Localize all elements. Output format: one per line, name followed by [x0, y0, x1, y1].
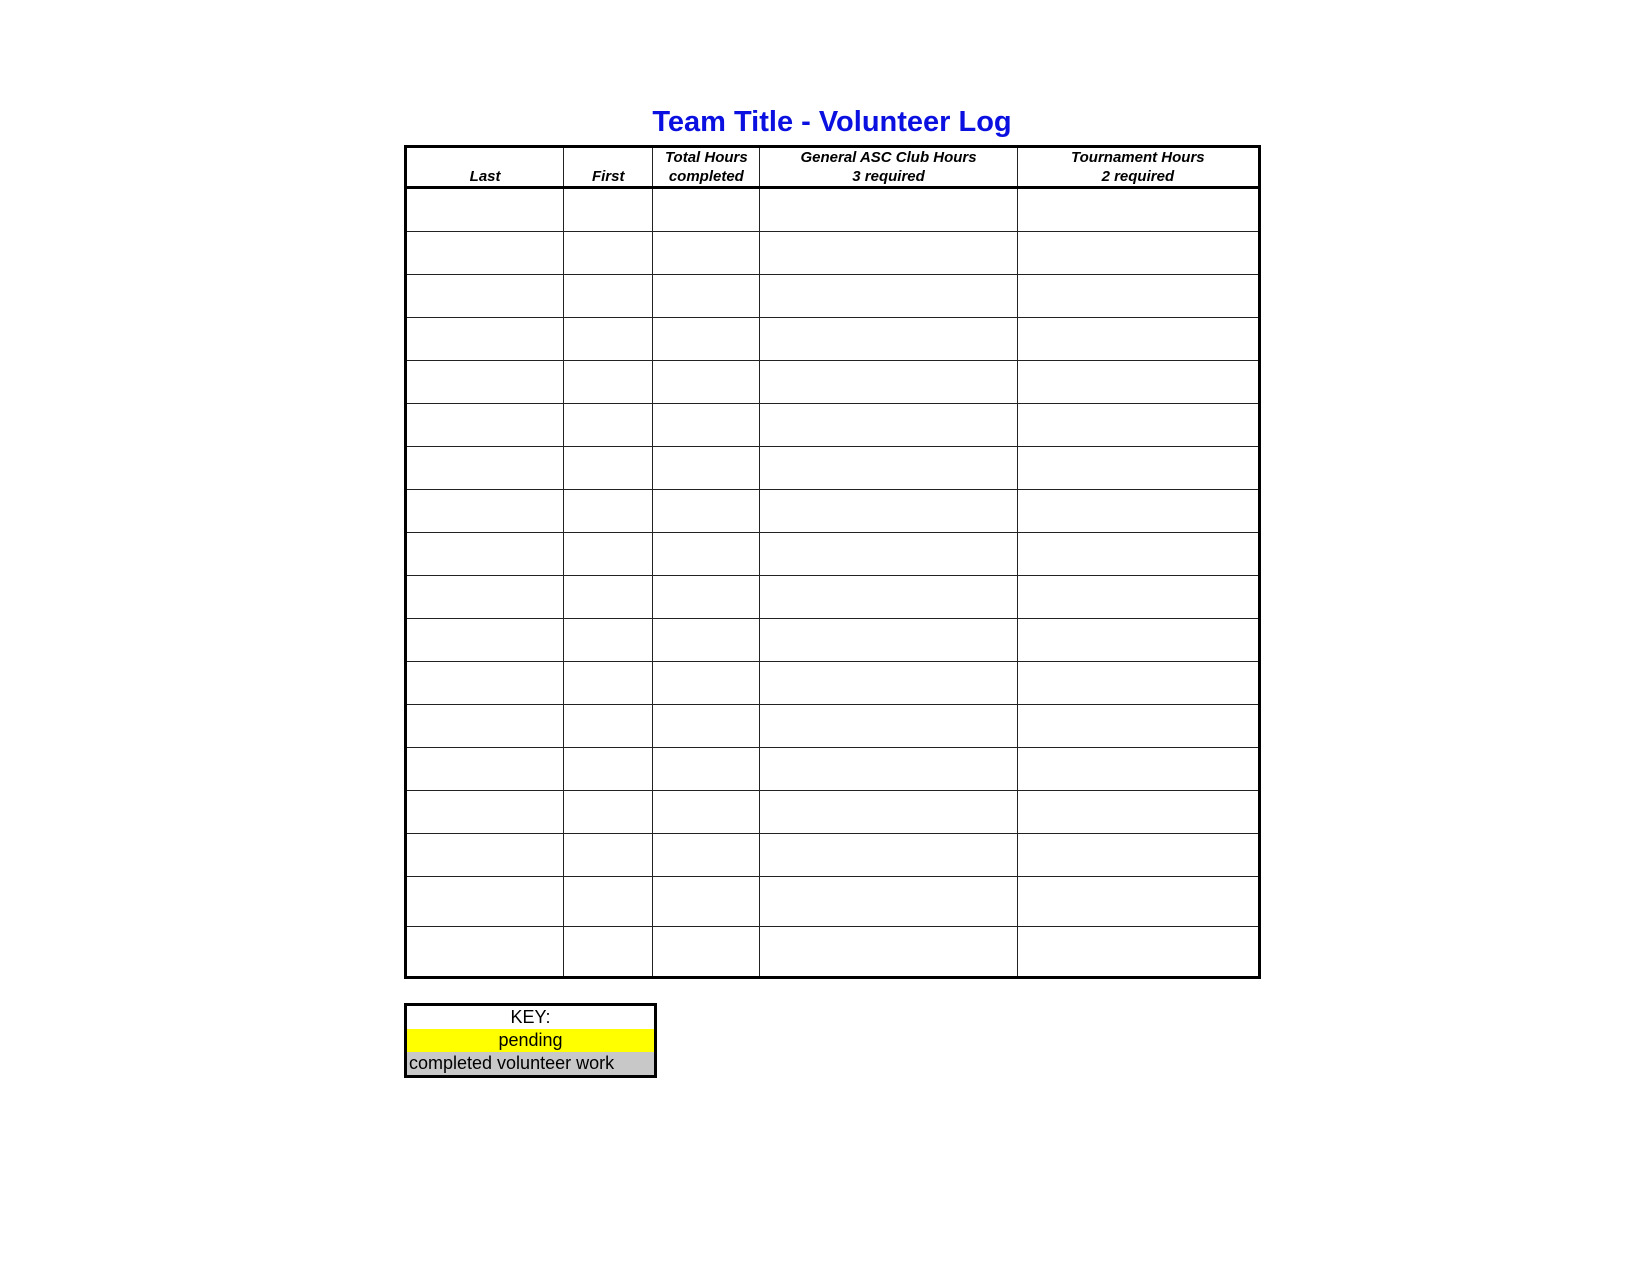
cell-first[interactable] [564, 877, 653, 927]
cell-last[interactable] [406, 748, 564, 791]
key-item-completed: completed volunteer work [407, 1052, 654, 1075]
cell-tournament-hours[interactable] [1017, 188, 1259, 232]
cell-total-hours[interactable] [653, 576, 760, 619]
cell-general-club-hours[interactable] [760, 533, 1017, 576]
key-item-pending: pending [407, 1029, 654, 1052]
cell-first[interactable] [564, 748, 653, 791]
cell-tournament-hours[interactable] [1017, 576, 1259, 619]
cell-tournament-hours[interactable] [1017, 791, 1259, 834]
table-row [406, 877, 1260, 927]
cell-total-hours[interactable] [653, 619, 760, 662]
cell-first[interactable] [564, 662, 653, 705]
cell-general-club-hours[interactable] [760, 705, 1017, 748]
cell-general-club-hours[interactable] [760, 447, 1017, 490]
cell-last[interactable] [406, 232, 564, 275]
cell-first[interactable] [564, 705, 653, 748]
table-body [406, 188, 1260, 978]
cell-tournament-hours[interactable] [1017, 533, 1259, 576]
cell-tournament-hours[interactable] [1017, 834, 1259, 877]
cell-tournament-hours[interactable] [1017, 404, 1259, 447]
cell-general-club-hours[interactable] [760, 619, 1017, 662]
page-title: Team Title - Volunteer Log [652, 106, 1012, 138]
table-row [406, 275, 1260, 318]
cell-last[interactable] [406, 877, 564, 927]
cell-general-club-hours[interactable] [760, 748, 1017, 791]
cell-total-hours[interactable] [653, 318, 760, 361]
cell-tournament-hours[interactable] [1017, 275, 1259, 318]
cell-general-club-hours[interactable] [760, 361, 1017, 404]
table-row [406, 404, 1260, 447]
cell-general-club-hours[interactable] [760, 877, 1017, 927]
cell-total-hours[interactable] [653, 404, 760, 447]
cell-total-hours[interactable] [653, 791, 760, 834]
cell-first[interactable] [564, 791, 653, 834]
cell-total-hours[interactable] [653, 188, 760, 232]
cell-total-hours[interactable] [653, 275, 760, 318]
cell-first[interactable] [564, 576, 653, 619]
cell-last[interactable] [406, 576, 564, 619]
cell-general-club-hours[interactable] [760, 927, 1017, 978]
cell-tournament-hours[interactable] [1017, 490, 1259, 533]
column-header-last: Last [406, 147, 564, 188]
cell-first[interactable] [564, 361, 653, 404]
cell-first[interactable] [564, 533, 653, 576]
cell-first[interactable] [564, 318, 653, 361]
cell-total-hours[interactable] [653, 877, 760, 927]
cell-tournament-hours[interactable] [1017, 927, 1259, 978]
cell-total-hours[interactable] [653, 232, 760, 275]
cell-total-hours[interactable] [653, 662, 760, 705]
cell-general-club-hours[interactable] [760, 834, 1017, 877]
cell-total-hours[interactable] [653, 447, 760, 490]
cell-last[interactable] [406, 533, 564, 576]
table-row [406, 232, 1260, 275]
table-row [406, 447, 1260, 490]
table-row [406, 791, 1260, 834]
column-header-general-club-hours: General ASC Club Hours 3 required [760, 147, 1017, 188]
cell-general-club-hours[interactable] [760, 791, 1017, 834]
cell-general-club-hours[interactable] [760, 662, 1017, 705]
column-header-tournament-hours: Tournament Hours 2 required [1017, 147, 1259, 188]
key-title: KEY: [407, 1006, 654, 1029]
cell-total-hours[interactable] [653, 834, 760, 877]
cell-last[interactable] [406, 619, 564, 662]
cell-general-club-hours[interactable] [760, 490, 1017, 533]
cell-tournament-hours[interactable] [1017, 662, 1259, 705]
legend-key [404, 1003, 657, 1078]
cell-last[interactable] [406, 188, 564, 232]
cell-total-hours[interactable] [653, 490, 760, 533]
cell-first[interactable] [564, 490, 653, 533]
table-row [406, 619, 1260, 662]
cell-general-club-hours[interactable] [760, 188, 1017, 232]
cell-tournament-hours[interactable] [1017, 447, 1259, 490]
cell-first[interactable] [564, 188, 653, 232]
cell-tournament-hours[interactable] [1017, 705, 1259, 748]
cell-tournament-hours[interactable] [1017, 748, 1259, 791]
cell-total-hours[interactable] [653, 705, 760, 748]
volunteer-log-table [404, 145, 1261, 979]
cell-last[interactable] [406, 791, 564, 834]
table-row [406, 533, 1260, 576]
cell-first[interactable] [564, 232, 653, 275]
cell-last[interactable] [406, 662, 564, 705]
table-row [406, 576, 1260, 619]
cell-first[interactable] [564, 834, 653, 877]
cell-total-hours[interactable] [653, 927, 760, 978]
cell-tournament-hours[interactable] [1017, 318, 1259, 361]
cell-general-club-hours[interactable] [760, 275, 1017, 318]
table-header-row [406, 147, 1260, 188]
cell-last[interactable] [406, 404, 564, 447]
table-row [406, 705, 1260, 748]
cell-general-club-hours[interactable] [760, 404, 1017, 447]
column-header-total-hours: Total Hours completed [653, 147, 760, 188]
cell-total-hours[interactable] [653, 361, 760, 404]
cell-first[interactable] [564, 404, 653, 447]
cell-last[interactable] [406, 275, 564, 318]
cell-total-hours[interactable] [653, 533, 760, 576]
table-row [406, 662, 1260, 705]
cell-general-club-hours[interactable] [760, 318, 1017, 361]
cell-tournament-hours[interactable] [1017, 361, 1259, 404]
cell-last[interactable] [406, 927, 564, 978]
table-row [406, 927, 1260, 978]
cell-last[interactable] [406, 834, 564, 877]
cell-general-club-hours[interactable] [760, 576, 1017, 619]
table-row [406, 188, 1260, 232]
cell-first[interactable] [564, 447, 653, 490]
cell-last[interactable] [406, 447, 564, 490]
cell-last[interactable] [406, 705, 564, 748]
table-row [406, 748, 1260, 791]
cell-general-club-hours[interactable] [760, 232, 1017, 275]
table-row [406, 318, 1260, 361]
cell-first[interactable] [564, 275, 653, 318]
cell-last[interactable] [406, 318, 564, 361]
cell-total-hours[interactable] [653, 748, 760, 791]
cell-first[interactable] [564, 619, 653, 662]
cell-tournament-hours[interactable] [1017, 619, 1259, 662]
column-header-first: First [564, 147, 653, 188]
table-row [406, 490, 1260, 533]
cell-last[interactable] [406, 490, 564, 533]
cell-tournament-hours[interactable] [1017, 232, 1259, 275]
cell-tournament-hours[interactable] [1017, 877, 1259, 927]
table-row [406, 361, 1260, 404]
cell-last[interactable] [406, 361, 564, 404]
cell-first[interactable] [564, 927, 653, 978]
table-row [406, 834, 1260, 877]
